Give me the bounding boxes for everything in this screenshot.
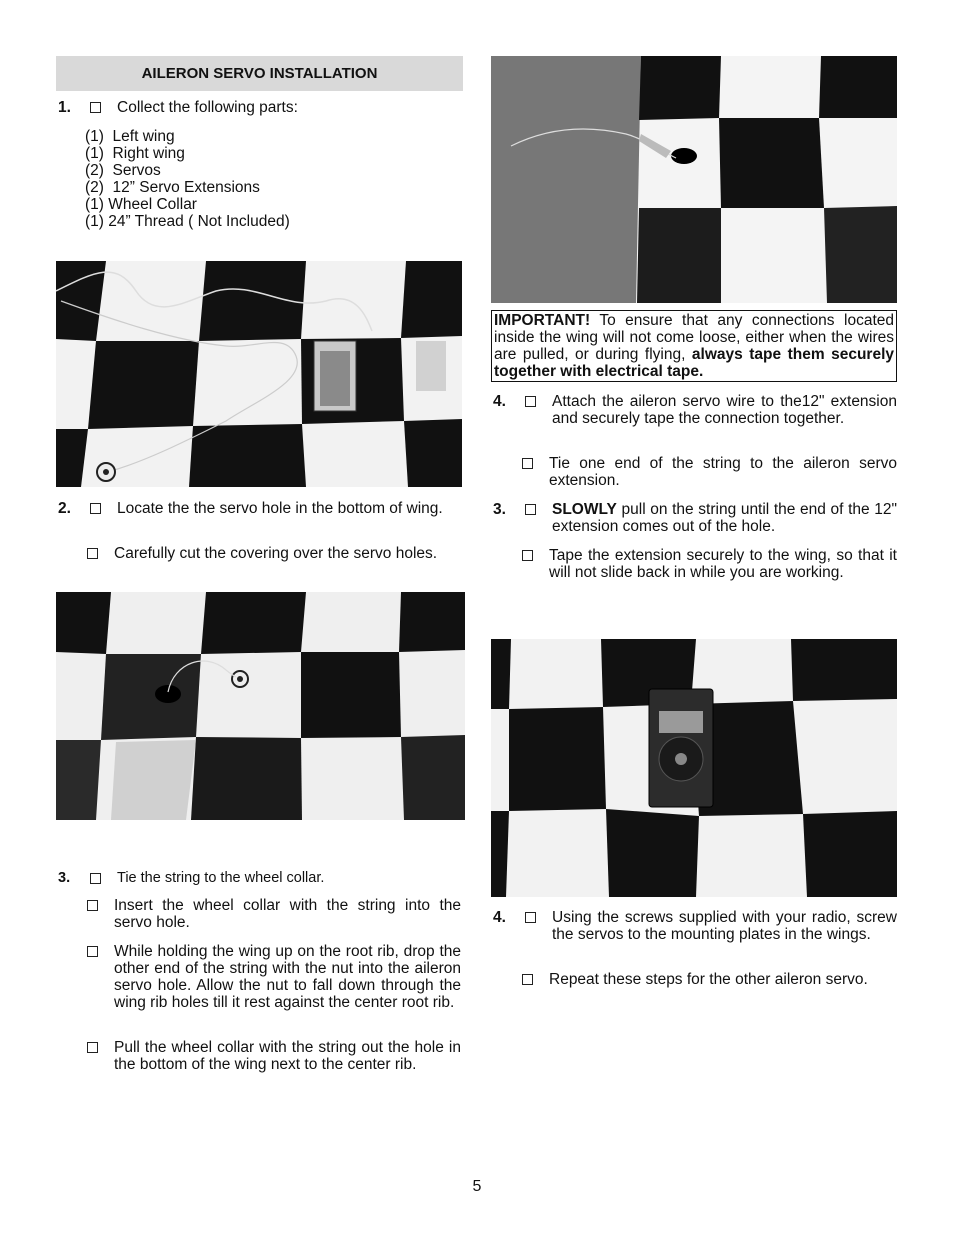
step-text: Tie the string to the wheel collar. <box>117 870 325 886</box>
checkbox[interactable] <box>525 504 536 515</box>
step-text: While holding the wing up on the root rib, drop the other end of the string with the nut into the aileron servo hole. Allow the nut to fall down through the wing rib holes till it rest against the center root rib. <box>114 943 461 1011</box>
list-item: (1) Wheel Collar <box>85 196 197 213</box>
step-text: Pull the wheel collar with the string out the hole in the bottom of the wing next to the center rib. <box>114 1039 461 1073</box>
step-4-sub <box>522 455 897 489</box>
step-number: 3. <box>58 870 71 886</box>
step-3-sub <box>87 943 461 1011</box>
step-text: Tape the extension securely to the wing, so that it will not slide back in while you are working. <box>549 547 897 581</box>
step-4-attach <box>493 393 897 427</box>
step-3-pull-sub <box>522 547 897 581</box>
parts-list <box>85 128 290 230</box>
step-3 <box>58 870 461 887</box>
checkbox[interactable] <box>522 550 533 561</box>
step-text: Attach the aileron servo wire to the12" extension and securely tape the connection together. <box>552 393 897 427</box>
step-text: Carefully cut the covering over the servo holes. <box>114 545 438 562</box>
step-2 <box>58 500 461 517</box>
step-text: Tie one end of the string to the aileron servo extension. <box>549 455 897 489</box>
step-1 <box>58 99 463 116</box>
checkbox[interactable] <box>87 946 98 957</box>
photo-wing-on-carpet <box>491 56 897 303</box>
step-text: Collect the following parts: <box>117 99 298 116</box>
photo-servo-mounted <box>491 639 897 897</box>
checkbox[interactable] <box>90 503 101 514</box>
step-number: 2. <box>58 500 71 517</box>
checkbox[interactable] <box>522 458 533 469</box>
step-number: 4. <box>493 909 506 926</box>
list-item: (2) 12” Servo Extensions <box>85 179 260 196</box>
step-number: 4. <box>493 393 506 410</box>
step-4-screws <box>493 909 897 943</box>
important-text: To ensure that any connections located inside the wing will not come loose, either when the wires are pulled, or during flying, <box>494 312 894 363</box>
important-notice <box>491 310 897 382</box>
list-item: (1) 24” Thread ( Not Included) <box>85 213 290 230</box>
step-number: 3. <box>493 501 506 518</box>
step-number: 1. <box>58 99 71 116</box>
step-4-screws-sub <box>522 971 897 988</box>
list-item: (1) Left wing <box>85 128 175 145</box>
step-text: SLOWLY pull on the string until the end of the 12" extension comes out of the hole. <box>552 501 897 535</box>
page-number: 5 <box>472 1178 482 1195</box>
checkbox[interactable] <box>87 548 98 559</box>
step-3-sub <box>87 1039 461 1073</box>
checkbox[interactable] <box>90 873 101 884</box>
checkbox[interactable] <box>87 900 98 911</box>
checkbox[interactable] <box>87 1042 98 1053</box>
checkbox[interactable] <box>525 396 536 407</box>
step-3-sub <box>87 897 461 931</box>
step-2-sub <box>87 545 461 562</box>
important-label: IMPORTANT! <box>494 312 591 329</box>
list-item: (2) Servos <box>85 162 161 179</box>
step-3-pull <box>493 501 897 535</box>
section-title: AILERON SERVO INSTALLATION <box>56 56 463 91</box>
emphasis: SLOWLY <box>552 501 617 518</box>
photo-wing-string <box>56 261 462 487</box>
step-text: Insert the wheel collar with the string into the servo hole. <box>114 897 461 931</box>
checkbox[interactable] <box>90 102 101 113</box>
checkbox[interactable] <box>522 974 533 985</box>
list-item: (1) Right wing <box>85 145 185 162</box>
step-text: Locate the the servo hole in the bottom of wing. <box>117 500 443 517</box>
step-text: Repeat these steps for the other aileron servo. <box>549 971 868 988</box>
checkbox[interactable] <box>525 912 536 923</box>
step-text: Using the screws supplied with your radio, screw the servos to the mounting plates in the wings. <box>552 909 897 943</box>
important-bold-text: always tape them securely together with electrical tape. <box>494 346 895 380</box>
photo-servo-hole <box>56 592 465 820</box>
